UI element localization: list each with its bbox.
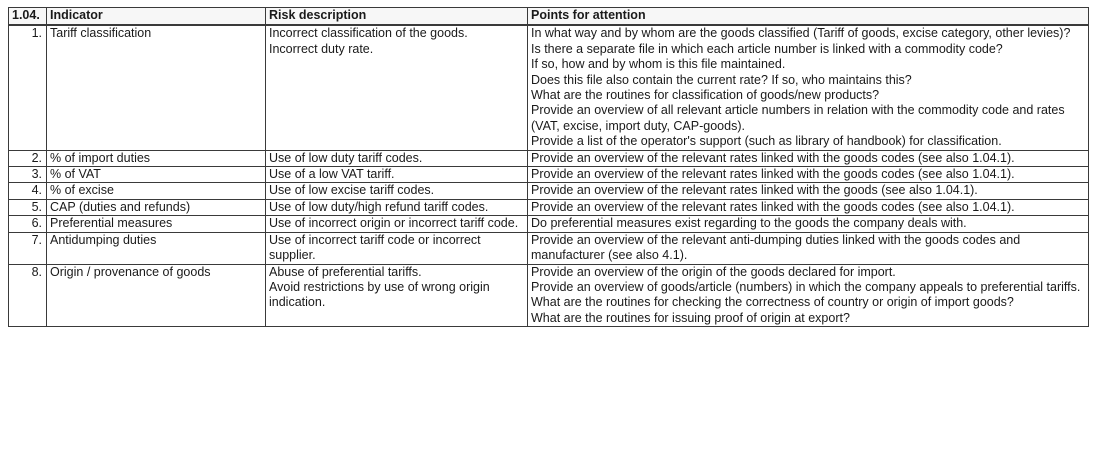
row-number: 8. xyxy=(9,264,47,327)
attention-point-line: Provide an overview of the relevant rates linked with the goods codes (see also 1.04.1). xyxy=(531,167,1015,182)
indicator-cell: Antidumping duties xyxy=(47,232,266,264)
risk-description-line: Use of a low VAT tariff. xyxy=(269,167,395,182)
indicator-cell: % of excise xyxy=(47,183,266,199)
points-for-attention-cell xyxy=(528,150,1089,166)
risk-description-line: Use of low duty tariff codes. xyxy=(269,150,423,165)
attention-point-line: What are the routines for classification of goods/new products? xyxy=(531,88,880,103)
header-indicator: Indicator xyxy=(47,8,266,26)
risk-description-cell xyxy=(266,183,528,199)
attention-point-line: Do preferential measures exist regarding to the goods the company deals with. xyxy=(531,216,967,231)
row-number: 5. xyxy=(9,199,47,215)
risk-description-cell xyxy=(266,150,528,166)
attention-point-line: Provide an overview of the relevant rates linked with the goods codes (see also 1.04.1). xyxy=(531,150,1015,165)
attention-point-line: Provide an overview of the origin of the goods declared for import. xyxy=(531,264,896,279)
risk-description-cell xyxy=(266,264,528,327)
header-risk-description: Risk description xyxy=(266,8,528,26)
attention-point-line: What are the routines for issuing proof of origin at export? xyxy=(531,310,850,325)
risk-description-line: Use of incorrect origin or incorrect tariff code. xyxy=(269,216,519,231)
points-for-attention-cell xyxy=(528,25,1089,150)
indicator-cell: Tariff classification xyxy=(47,25,266,150)
risk-description-cell xyxy=(266,199,528,215)
table-row xyxy=(9,25,1089,150)
points-for-attention-cell xyxy=(528,216,1089,232)
indicator-cell: CAP (duties and refunds) xyxy=(47,199,266,215)
attention-point-line: Provide an overview of the relevant anti-dumping duties linked with the goods codes and manufacturer (see also 4.1). xyxy=(531,232,1021,263)
risk-description-line: Use of low excise tariff codes. xyxy=(269,183,435,198)
table-row xyxy=(9,167,1089,183)
attention-point-line: Provide an overview of goods/article (numbers) in which the company appeals to preferential tariffs. xyxy=(531,279,1081,294)
points-for-attention-cell xyxy=(528,232,1089,264)
row-number: 4. xyxy=(9,183,47,199)
table-header-row xyxy=(9,8,1089,26)
points-for-attention-cell xyxy=(528,183,1089,199)
risk-description-cell xyxy=(266,167,528,183)
risk-description-line: Abuse of preferential tariffs. xyxy=(269,264,422,279)
risk-description-cell xyxy=(266,25,528,150)
row-number: 3. xyxy=(9,167,47,183)
table-body xyxy=(9,25,1089,326)
table-row xyxy=(9,199,1089,215)
attention-point-line: In what way and by whom are the goods classified (Tariff of goods, excise category, other levies)? xyxy=(531,26,1071,41)
table-row xyxy=(9,216,1089,232)
indicator-cell: Preferential measures xyxy=(47,216,266,232)
table-row xyxy=(9,183,1089,199)
header-section-number: 1.04. xyxy=(9,8,47,26)
row-number: 7. xyxy=(9,232,47,264)
attention-point-line: Provide a list of the operator's support (such as library of handbook) for classification. xyxy=(531,134,1002,149)
table-row xyxy=(9,264,1089,327)
points-for-attention-cell xyxy=(528,264,1089,327)
risk-description-line: Incorrect classification of the goods. xyxy=(269,26,468,41)
row-number: 2. xyxy=(9,150,47,166)
row-number: 1. xyxy=(9,25,47,150)
points-for-attention-cell xyxy=(528,167,1089,183)
attention-point-line: Provide an overview of all relevant article numbers in relation with the commodity code and rates (VAT, excise, import duty, CAP-goods). xyxy=(531,103,1065,133)
attention-point-line: Does this file also contain the current rate? If so, who maintains this? xyxy=(531,72,912,87)
attention-point-line: Is there a separate file in which each article number is linked with a commodity code? xyxy=(531,41,1003,56)
attention-point-line: Provide an overview of the relevant rates linked with the goods (see also 1.04.1). xyxy=(531,183,978,198)
points-for-attention-cell xyxy=(528,199,1089,215)
risk-description-cell xyxy=(266,232,528,264)
row-number: 6. xyxy=(9,216,47,232)
attention-point-line: If so, how and by whom is this file maintained. xyxy=(531,57,786,72)
risk-description-line: Incorrect duty rate. xyxy=(269,41,374,56)
risk-indicator-table xyxy=(8,7,1089,327)
indicator-cell: % of VAT xyxy=(47,167,266,183)
table-row xyxy=(9,150,1089,166)
risk-indicator-table-sheet xyxy=(8,7,1088,327)
risk-description-cell xyxy=(266,216,528,232)
risk-description-line: Use of incorrect tariff code or incorrect supplier. xyxy=(269,232,481,263)
attention-point-line: What are the routines for checking the correctness of country or origin of import goods? xyxy=(531,295,1014,310)
attention-point-line: Provide an overview of the relevant rates linked with the goods codes (see also 1.04.1). xyxy=(531,199,1015,214)
risk-description-line: Use of low duty/high refund tariff codes. xyxy=(269,199,489,214)
header-points-for-attention: Points for attention xyxy=(528,8,1089,26)
risk-description-line: Avoid restrictions by use of wrong origin indication. xyxy=(269,279,490,310)
indicator-cell: % of import duties xyxy=(47,150,266,166)
indicator-cell: Origin / provenance of goods xyxy=(47,264,266,327)
table-row xyxy=(9,232,1089,264)
